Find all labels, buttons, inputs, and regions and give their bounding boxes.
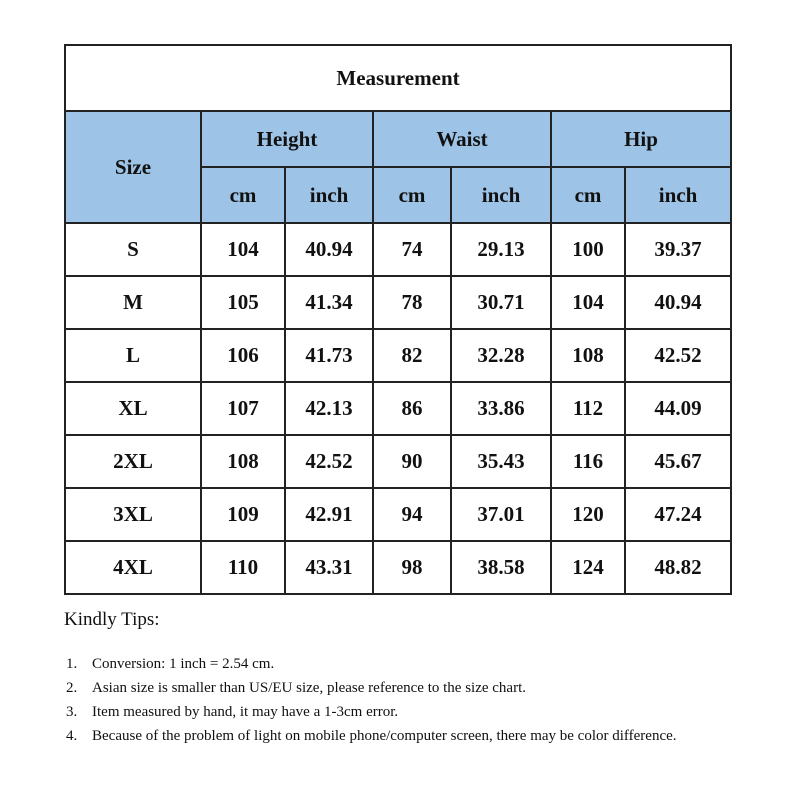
tip-text: Because of the problem of light on mobile phone/computer screen, there may be color difference. <box>92 728 677 744</box>
value-cell: 100 <box>551 223 625 276</box>
value-cell: 82 <box>373 329 451 382</box>
value-cell: 120 <box>551 488 625 541</box>
value-cell: 37.01 <box>451 488 551 541</box>
size-cell: S <box>65 223 201 276</box>
size-cell: 3XL <box>65 488 201 541</box>
value-cell: 44.09 <box>625 382 731 435</box>
tip-number: 4. <box>66 728 78 744</box>
value-cell: 104 <box>201 223 285 276</box>
value-cell: 48.82 <box>625 541 731 594</box>
table-row <box>65 329 731 382</box>
tip-text: Conversion: 1 inch = 2.54 cm. <box>92 656 275 672</box>
waist-header: Waist <box>373 111 551 167</box>
value-cell: 90 <box>373 435 451 488</box>
value-cell: 38.58 <box>451 541 551 594</box>
value-cell: 110 <box>201 541 285 594</box>
value-cell: 42.52 <box>285 435 373 488</box>
value-cell: 43.31 <box>285 541 373 594</box>
unit-header: cm <box>551 167 625 223</box>
value-cell: 74 <box>373 223 451 276</box>
size-cell: M <box>65 276 201 329</box>
value-cell: 47.24 <box>625 488 731 541</box>
tip-item <box>64 677 744 699</box>
table-body <box>65 223 731 594</box>
tips-title: Kindly Tips: <box>64 609 160 630</box>
tips-list <box>64 653 744 747</box>
size-cell: 2XL <box>65 435 201 488</box>
table-row <box>65 223 731 276</box>
tip-number: 3. <box>66 704 78 720</box>
size-chart <box>64 44 730 595</box>
table-title: Measurement <box>65 45 731 111</box>
kindly-tips <box>64 609 744 749</box>
unit-header: inch <box>625 167 731 223</box>
value-cell: 86 <box>373 382 451 435</box>
value-cell: 105 <box>201 276 285 329</box>
value-cell: 109 <box>201 488 285 541</box>
size-header: Size <box>65 111 201 223</box>
tip-text: Item measured by hand, it may have a 1-3cm error. <box>92 704 399 720</box>
tip-number: 2. <box>66 680 78 696</box>
tip-item <box>64 725 744 747</box>
value-cell: 32.28 <box>451 329 551 382</box>
table-row <box>65 488 731 541</box>
value-cell: 108 <box>551 329 625 382</box>
size-cell: 4XL <box>65 541 201 594</box>
value-cell: 107 <box>201 382 285 435</box>
table-row <box>65 541 731 594</box>
size-cell: L <box>65 329 201 382</box>
value-cell: 42.91 <box>285 488 373 541</box>
value-cell: 35.43 <box>451 435 551 488</box>
value-cell: 94 <box>373 488 451 541</box>
value-cell: 33.86 <box>451 382 551 435</box>
value-cell: 98 <box>373 541 451 594</box>
value-cell: 116 <box>551 435 625 488</box>
value-cell: 30.71 <box>451 276 551 329</box>
value-cell: 45.67 <box>625 435 731 488</box>
unit-header: cm <box>201 167 285 223</box>
unit-header: cm <box>373 167 451 223</box>
value-cell: 78 <box>373 276 451 329</box>
value-cell: 106 <box>201 329 285 382</box>
value-cell: 112 <box>551 382 625 435</box>
tip-text: Asian size is smaller than US/EU size, please reference to the size chart. <box>92 680 526 696</box>
height-header: Height <box>201 111 373 167</box>
table-row <box>65 382 731 435</box>
value-cell: 41.34 <box>285 276 373 329</box>
value-cell: 104 <box>551 276 625 329</box>
unit-header: inch <box>451 167 551 223</box>
table-row <box>65 435 731 488</box>
value-cell: 42.52 <box>625 329 731 382</box>
tip-item <box>64 653 744 675</box>
value-cell: 108 <box>201 435 285 488</box>
table-row <box>65 276 731 329</box>
value-cell: 40.94 <box>285 223 373 276</box>
value-cell: 41.73 <box>285 329 373 382</box>
hip-header: Hip <box>551 111 731 167</box>
value-cell: 39.37 <box>625 223 731 276</box>
size-table <box>64 44 732 595</box>
value-cell: 29.13 <box>451 223 551 276</box>
value-cell: 124 <box>551 541 625 594</box>
tip-item <box>64 701 744 723</box>
tip-number: 1. <box>66 656 78 672</box>
value-cell: 40.94 <box>625 276 731 329</box>
unit-header: inch <box>285 167 373 223</box>
size-cell: XL <box>65 382 201 435</box>
value-cell: 42.13 <box>285 382 373 435</box>
